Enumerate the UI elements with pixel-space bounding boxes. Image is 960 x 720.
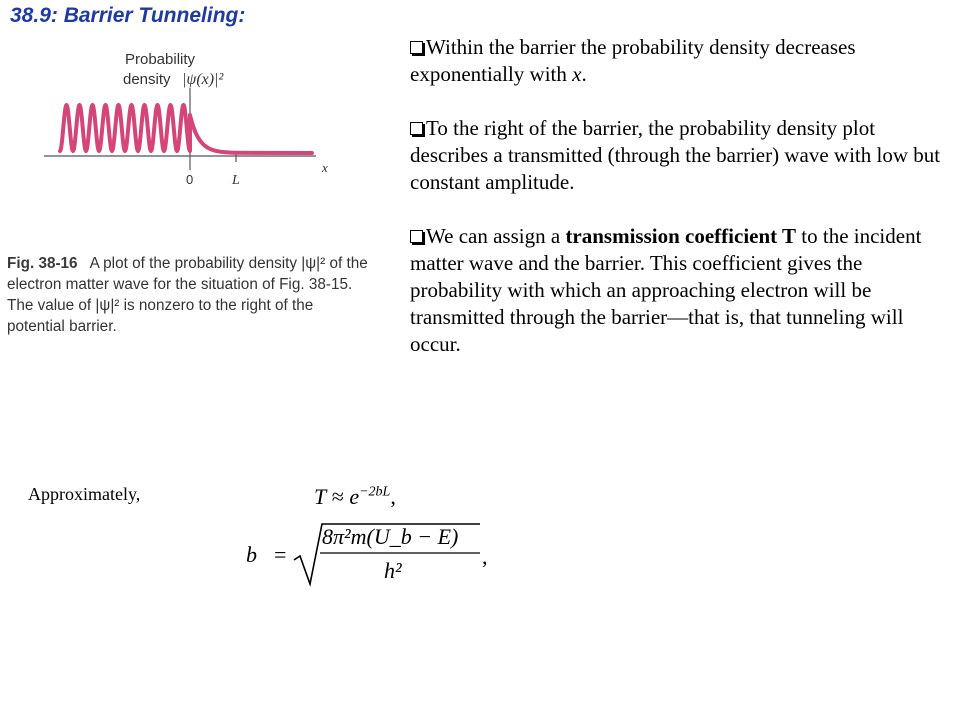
bullet-exponential-decay	[410, 34, 950, 88]
ylabel-symbol: |ψ(x)|²	[182, 71, 224, 88]
eq1-comma: ,	[390, 484, 396, 509]
eq2-equals: =	[274, 542, 287, 567]
eq2-comma: ,	[482, 544, 488, 569]
square-bullet-icon	[410, 230, 423, 243]
bullet-1-post: .	[581, 62, 587, 86]
bullet-3-pre: We can assign a	[426, 224, 566, 248]
approximately-label: Approximately,	[28, 484, 141, 504]
square-bullet-icon	[410, 41, 423, 54]
tick-0-label: 0	[186, 172, 194, 187]
tick-L-label: L	[232, 173, 240, 188]
eq2-lhs: b	[246, 542, 257, 567]
probability-density-curve	[60, 105, 312, 153]
eq2-numerator: 8π²m(U_b − E)	[322, 524, 459, 549]
bullet-list	[410, 34, 950, 385]
bullet-1-italic: x	[572, 62, 582, 86]
eq1-exponent: −2bL	[359, 484, 391, 500]
eq1-approx: ≈	[331, 484, 344, 509]
square-bullet-icon	[410, 122, 423, 135]
figure-caption	[7, 253, 369, 337]
bullet-1-text: Within the barrier the probability density decreases exponentially with	[410, 35, 856, 86]
bullet-transmitted-wave	[410, 115, 950, 196]
eq1-lhs: T	[314, 484, 327, 509]
probability-density-figure	[0, 48, 380, 335]
figure-number: Fig. 38-16	[7, 255, 78, 272]
ylabel-line1: Probability	[125, 51, 196, 68]
eq1-base: e	[349, 484, 360, 509]
bullet-transmission-coefficient	[410, 223, 950, 358]
ylabel-line2: density	[123, 71, 171, 88]
eq2-denominator: h²	[384, 558, 402, 583]
bullet-3-post: to the incident matter wave and the barrier. This coefficient gives the probability with which an approaching electron will be transmitted through the barrier—that is, that tunneling will occur.	[410, 224, 922, 356]
figure-caption-text: A plot of the probability density |ψ|² of the electron matter wave for the situation of Fig. 38-15. The value of |ψ|² is nonzero to the right of the potential barrier.	[7, 255, 368, 335]
equation-transmission	[314, 484, 396, 510]
equation-b	[244, 520, 504, 590]
bullet-2-text: To the right of the barrier, the probability density plot describes a transmitted (through the barrier) wave with low but constant amplitude.	[410, 116, 941, 194]
bullet-3-bold: transmission coefficient T	[565, 224, 797, 248]
slide-title: 38.9: Barrier Tunneling:	[10, 4, 246, 27]
x-axis-label: x	[322, 160, 328, 175]
